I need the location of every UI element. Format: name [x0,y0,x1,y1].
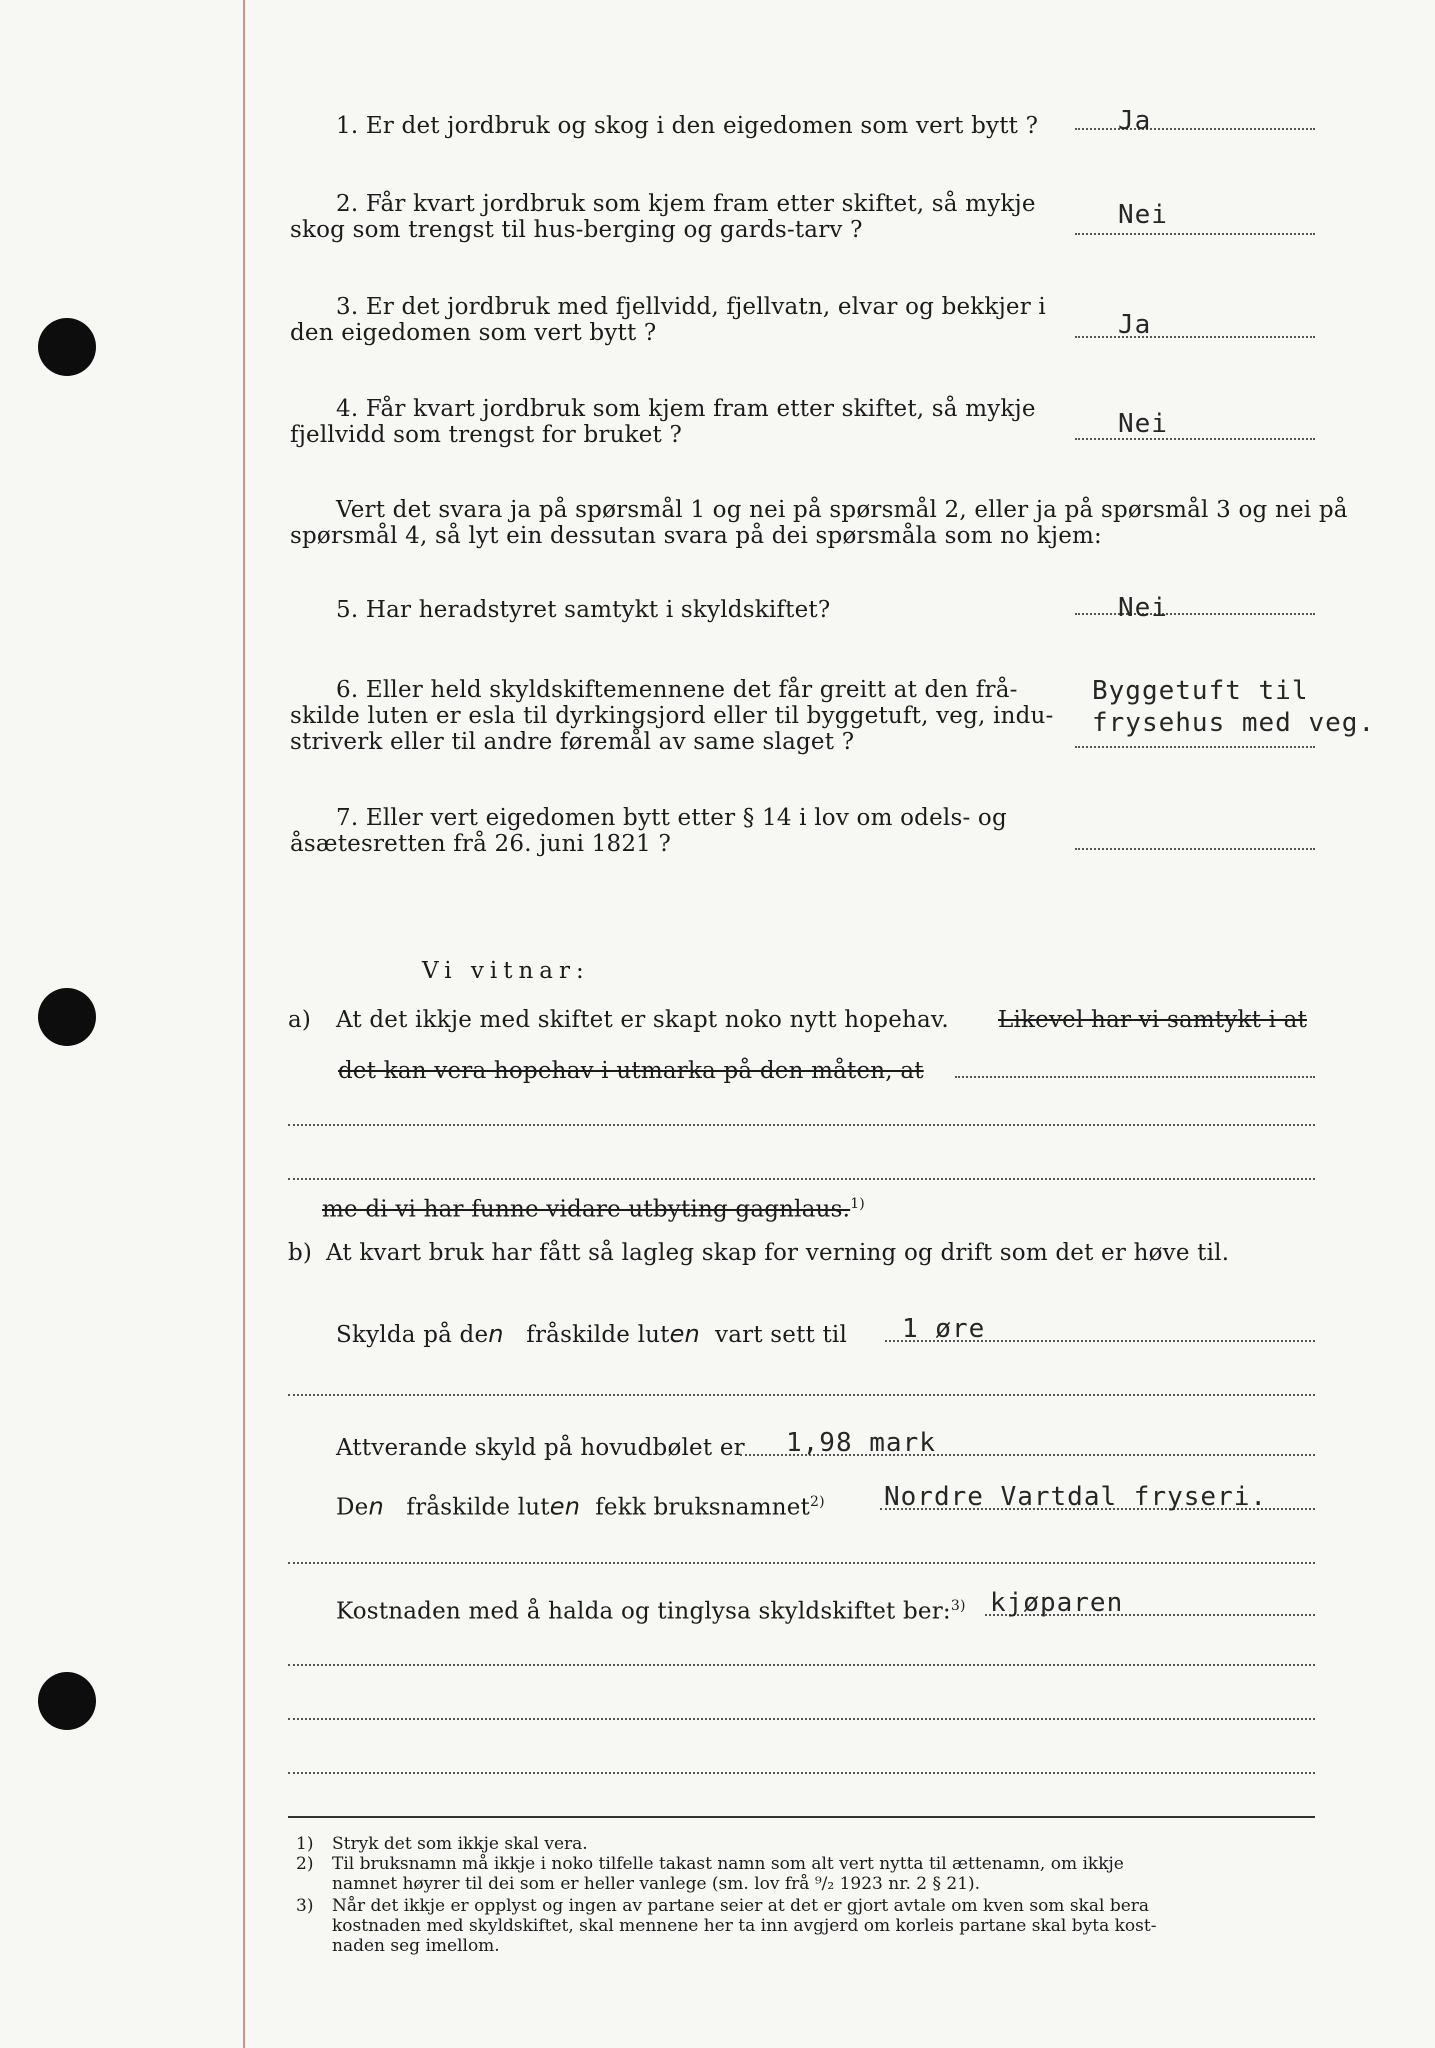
footnote-ref-1: 1) [850,1196,865,1212]
kostnad-label: Kostnaden med å halda og tinglysa skyldskiftet ber: [336,1598,951,1625]
answer-line-1 [1075,128,1315,130]
question-6-line-3: striverk eller til andre føremål av same slaget ? [290,729,855,755]
footnote-2-mark: 2) [296,1854,314,1874]
footnote-3-line-1: Når det ikkje er opplyst og ingen av partane seier at det er gjort avtale om kven som skal bera [332,1896,1150,1916]
answer-1: Ja [1118,106,1152,136]
witness-line-2 [288,1124,1315,1126]
skyld-pre: Skylda på de [336,1322,489,1348]
skyld-line-2 [288,1394,1315,1396]
skyld-hand-2: en [669,1320,700,1348]
kostnad-value: kjøparen [990,1588,1124,1618]
bruksnamn-line-2 [288,1562,1315,1564]
punch-hole-3 [38,1672,96,1730]
footnote-rule [288,1816,1315,1818]
witness-a-struck-1: Likevel har vi samtykt i at [998,1007,1308,1033]
witness-a-label: a) [288,1007,312,1033]
punch-hole-2 [38,988,96,1046]
intro-line-2: spørsmål 4, så lyt ein dessutan svara på dei spørsmåla som no kjem: [290,523,1102,549]
skyld-hand-1: n [488,1320,504,1348]
attverande-label: Attverande skyld på hovudbølet er [336,1435,745,1461]
question-5: 5. Har heradstyret samtykt i skyldskiftet? [336,597,831,623]
skyld-value: 1 øre [902,1314,986,1344]
skyld-row [336,1320,847,1349]
footnote-1-mark: 1) [296,1834,314,1854]
question-6-line-1: 6. Eller held skyldskiftemennene det får greitt at den frå- [336,677,1018,703]
question-4-line-2: fjellvidd som trengst for bruket ? [290,422,683,448]
answer-6-line-2: frysehus med veg. [1092,708,1376,738]
question-1: 1. Er det jordbruk og skog i den eigedomen som vert bytt ? [336,113,1039,139]
kostnad-line-2 [288,1664,1315,1666]
bruksnamn-pre: De [336,1494,369,1521]
witness-a-struck-2: det kan vera hopehav i utmarka på den måten, at [338,1058,924,1084]
answer-line-4 [1075,438,1315,440]
answer-line-7 [1075,848,1315,850]
kostnad-line-3 [288,1718,1315,1720]
witness-line-3 [288,1178,1315,1180]
answer-line-6 [1075,746,1315,748]
margin-line [243,0,245,2048]
footnote-3-mark: 3) [296,1896,314,1916]
question-7-line-1: 7. Eller vert eigedomen bytt etter § 14 i lov om odels- og [336,805,1007,831]
answer-4: Nei [1118,409,1168,439]
footnote-1-line-1: Stryk det som ikkje skal vera. [332,1834,588,1854]
witness-line-1 [955,1076,1315,1078]
bruksnamn-hand-1: n [368,1492,384,1521]
answer-line-3 [1075,336,1315,338]
footnote-ref-2: 2) [809,1494,825,1510]
answer-3: Ja [1118,310,1152,340]
footnote-ref-3: 3) [950,1598,966,1614]
question-2-line-1: 2. Får kvart jordbruk som kjem fram etter skiftet, så mykje [336,191,1036,217]
witness-a-struck-3: me di vi har funne vidare utbyting gagnlaus. [322,1196,851,1223]
answer-5: Nei [1118,593,1168,623]
witness-heading: Vi vitnar: [422,958,590,984]
intro-line-1: Vert det svara ja på spørsmål 1 og nei på spørsmål 2, eller ja på spørsmål 3 og nei på [336,497,1348,523]
question-7-line-2: åsætesretten frå 26. juni 1821 ? [290,831,672,857]
witness-a-text: At det ikkje med skiftet er skapt noko nytt hopehav. [336,1007,949,1033]
kostnad-line-4 [288,1772,1315,1774]
punch-hole-1 [38,318,96,376]
question-3-line-1: 3. Er det jordbruk med fjellvidd, fjellvatn, elvar og bekkjer i [336,294,1046,320]
answer-line-5 [1075,613,1315,615]
bruksnamn-hand-2: en [549,1492,581,1521]
bruksnamn-post: fekk bruksnamnet [595,1494,810,1521]
question-3-line-2: den eigedomen som vert bytt ? [290,320,657,346]
question-6-line-2: skilde luten er esla til dyrkingsjord eller til byggetuft, veg, indu- [290,703,1054,729]
question-4-line-1: 4. Får kvart jordbruk som kjem fram etter skiftet, så mykje [336,396,1036,422]
answer-line-2 [1075,233,1315,235]
skyld-post: vart sett til [715,1322,848,1348]
footnote-3-line-3: naden seg imellom. [332,1936,500,1956]
answer-2: Nei [1118,200,1168,230]
attverande-value: 1,98 mark [786,1428,936,1458]
skyld-mid: fråskilde lut [526,1322,670,1348]
witness-a-struck-3-wrap [322,1190,865,1224]
answer-6-line-1: Byggetuft til [1092,676,1309,706]
bruksnamn-value: Nordre Vartdal fryseri. [884,1482,1268,1512]
footnote-2-line-1: Til bruksnamn må ikkje i noko tilfelle takast namn som alt vert nytta til ættenamn, om ikkje [332,1854,1124,1874]
witness-b-label: b) [288,1240,313,1266]
kostnad-row [336,1592,966,1626]
question-2-line-2: skog som trengst til hus-berging og gards-tarv ? [290,217,863,243]
footnote-2-line-2: namnet høyrer til dei som er heller vanlege (sm. lov frå ⁹/₂ 1923 nr. 2 § 21). [332,1874,981,1894]
bruksnamn-row [336,1488,825,1522]
bruksnamn-mid: fråskilde lut [406,1494,550,1521]
witness-b-text: At kvart bruk har fått så lagleg skap for verning og drift som det er høve til. [326,1240,1230,1266]
footnote-3-line-2: kostnaden med skyldskiftet, skal mennene her ta inn avgjerd om korleis partane skal byta kost- [332,1916,1157,1936]
